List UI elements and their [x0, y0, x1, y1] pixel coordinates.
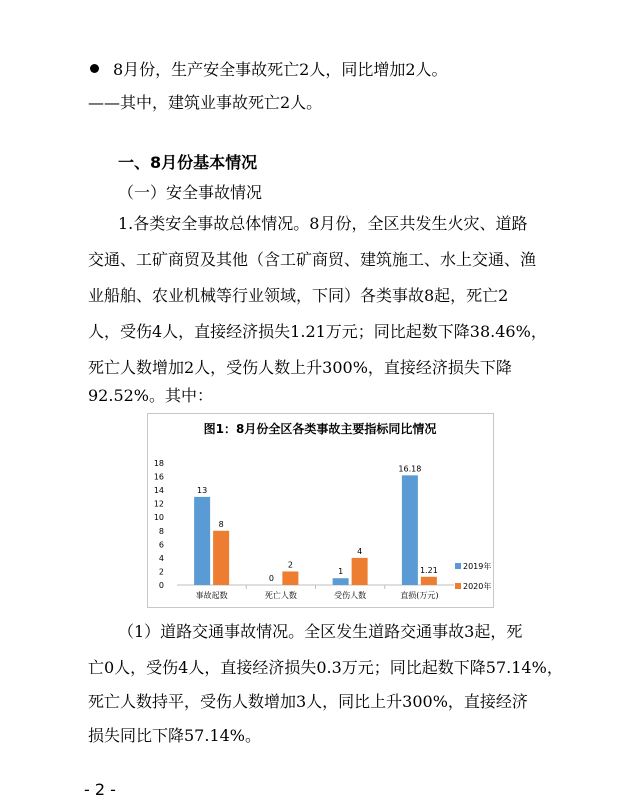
- summary-bullet-text: 8月份，生产安全事故死亡2人，同比增加2人。: [113, 60, 448, 79]
- para1-line-4: 人，受伤4人，直接经济损失1.21万元；同比起数下降38.46%，: [88, 322, 547, 341]
- legend-swatch: [455, 583, 461, 589]
- bar-2019: [194, 497, 210, 585]
- data-label: 1.21: [419, 565, 438, 575]
- data-label: 16.18: [398, 464, 422, 474]
- y-tick-label: 6: [158, 540, 164, 550]
- para1-line-1: 1.各类安全事故总体情况。8月份，全区共发生火灾、道路: [118, 214, 528, 233]
- bar-2020: [421, 577, 437, 585]
- bullet-dot-icon: [90, 64, 99, 73]
- bar-chart: [148, 414, 493, 607]
- bar-2020: [282, 571, 298, 585]
- chart-title: 图1：8月份全区各类事故主要指标同比情况: [203, 422, 437, 436]
- x-tick-label: 受伤人数: [334, 591, 367, 600]
- y-tick-label: 18: [153, 459, 164, 468]
- summary-sub-line: ——其中，建筑业事故死亡2人。: [88, 93, 323, 112]
- y-tick-label: 0: [158, 581, 164, 590]
- y-tick-label: 4: [158, 553, 164, 563]
- data-label: 0: [268, 574, 274, 583]
- y-tick-label: 10: [153, 513, 164, 523]
- x-tick-label: 事故起数: [195, 591, 228, 600]
- chart-container: [147, 413, 494, 608]
- data-label: 1: [338, 567, 344, 577]
- bar-2020: [352, 558, 368, 585]
- y-tick-label: 16: [153, 472, 164, 482]
- data-label: 2: [287, 560, 293, 570]
- bar-2019: [333, 578, 349, 585]
- para2-line-3: 死亡人数持平，受伤人数增加3人，同比上升300%，直接经济: [88, 692, 528, 711]
- data-label: 4: [357, 546, 363, 556]
- section-title: 一、8月份基本情况: [118, 153, 258, 172]
- legend-swatch: [455, 563, 461, 569]
- para1-line-3: 业船舶、农业机械等行业领域，下同）各类事故8起，死亡2: [88, 286, 509, 305]
- page-number: - 2 -: [84, 780, 116, 799]
- para1-line-5: 死亡人数增加2人，受伤人数上升300%，直接经济损失下降: [88, 358, 512, 377]
- legend-label: 2019年: [463, 562, 492, 571]
- x-tick-label: 死亡人数: [264, 591, 297, 600]
- para2-line-1: （1）道路交通事故情况。全区发生道路交通事故3起，死: [118, 622, 523, 641]
- para2-line-4: 损失同比下降57.14%。: [88, 726, 262, 745]
- para2-line-2: 亡0人，受伤4人，直接经济损失0.3万元；同比起数下降57.14%，: [88, 658, 563, 677]
- bar-2019: [402, 475, 418, 585]
- summary-bullet-line: [90, 60, 448, 80]
- x-tick-label: 直损(万元): [400, 591, 439, 600]
- bar-2020: [213, 531, 229, 585]
- para1-line-6: 92.52%。其中：: [88, 386, 214, 405]
- legend-label: 2020年: [463, 582, 492, 591]
- y-tick-label: 2: [158, 567, 164, 577]
- data-label: 13: [197, 485, 208, 495]
- subsection-title: （一）安全事故情况: [118, 183, 263, 202]
- y-tick-label: 14: [153, 486, 164, 496]
- para1-line-2: 交通、工矿商贸及其他（含工矿商贸、建筑施工、水上交通、渔: [88, 250, 537, 269]
- y-tick-label: 12: [153, 499, 164, 509]
- y-tick-label: 8: [158, 526, 164, 536]
- data-label: 8: [218, 519, 224, 529]
